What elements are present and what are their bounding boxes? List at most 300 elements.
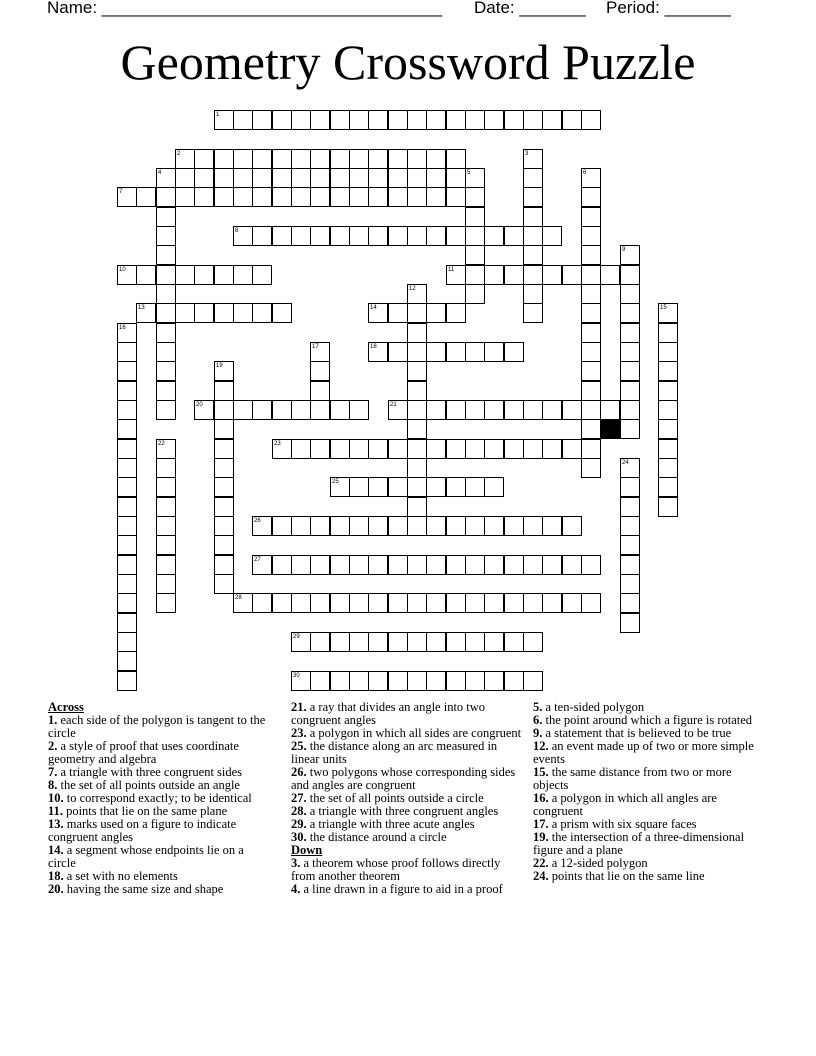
crossword-cell[interactable] <box>252 226 272 246</box>
crossword-cell[interactable] <box>156 265 176 285</box>
crossword-cell[interactable] <box>407 400 427 420</box>
crossword-cell[interactable] <box>388 516 408 536</box>
crossword-cell[interactable] <box>407 593 427 613</box>
crossword-cell[interactable] <box>407 149 427 169</box>
crossword-cell[interactable] <box>504 516 524 536</box>
crossword-cell[interactable] <box>291 632 311 652</box>
crossword-cell[interactable] <box>214 458 234 478</box>
crossword-cell[interactable] <box>581 245 601 265</box>
crossword-cell[interactable] <box>465 187 485 207</box>
crossword-cell[interactable] <box>523 110 543 130</box>
crossword-cell[interactable] <box>465 555 485 575</box>
crossword-cell[interactable] <box>581 265 601 285</box>
crossword-cell[interactable] <box>620 342 640 362</box>
crossword-cell[interactable] <box>446 226 466 246</box>
crossword-cell[interactable] <box>407 187 427 207</box>
crossword-cell[interactable] <box>117 400 137 420</box>
crossword-cell[interactable] <box>658 323 678 343</box>
crossword-cell[interactable] <box>156 439 176 459</box>
crossword-cell[interactable] <box>272 168 292 188</box>
crossword-cell[interactable] <box>310 149 330 169</box>
crossword-cell[interactable] <box>156 168 176 188</box>
crossword-cell[interactable] <box>214 400 234 420</box>
crossword-cell[interactable] <box>156 381 176 401</box>
crossword-cell[interactable] <box>542 439 562 459</box>
crossword-cell[interactable] <box>291 516 311 536</box>
crossword-cell[interactable] <box>426 593 446 613</box>
crossword-cell[interactable] <box>214 419 234 439</box>
crossword-cell[interactable] <box>407 323 427 343</box>
crossword-cell[interactable] <box>562 555 582 575</box>
crossword-cell[interactable] <box>446 168 466 188</box>
crossword-cell[interactable] <box>562 593 582 613</box>
crossword-cell[interactable] <box>426 342 446 362</box>
crossword-cell[interactable] <box>523 303 543 323</box>
crossword-cell[interactable] <box>117 632 137 652</box>
crossword-cell[interactable] <box>233 110 253 130</box>
crossword-cell[interactable] <box>523 168 543 188</box>
crossword-cell[interactable] <box>407 342 427 362</box>
crossword-cell[interactable] <box>310 593 330 613</box>
crossword-cell[interactable] <box>542 555 562 575</box>
crossword-cell[interactable] <box>310 516 330 536</box>
crossword-cell[interactable] <box>388 477 408 497</box>
crossword-cell[interactable] <box>388 110 408 130</box>
crossword-cell[interactable] <box>368 439 388 459</box>
crossword-cell[interactable] <box>620 381 640 401</box>
crossword-cell[interactable] <box>310 671 330 691</box>
crossword-cell[interactable] <box>426 555 446 575</box>
crossword-cell[interactable] <box>272 226 292 246</box>
crossword-cell[interactable] <box>562 400 582 420</box>
crossword-cell[interactable] <box>310 381 330 401</box>
crossword-cell[interactable] <box>368 303 388 323</box>
crossword-cell[interactable] <box>620 361 640 381</box>
crossword-cell[interactable] <box>214 477 234 497</box>
crossword-cell[interactable] <box>407 671 427 691</box>
crossword-cell[interactable] <box>117 574 137 594</box>
crossword-cell[interactable] <box>291 671 311 691</box>
crossword-cell[interactable] <box>117 458 137 478</box>
crossword-cell[interactable] <box>117 497 137 517</box>
crossword-cell[interactable] <box>349 149 369 169</box>
crossword-cell[interactable] <box>446 342 466 362</box>
crossword-cell[interactable] <box>465 265 485 285</box>
crossword-cell[interactable] <box>291 110 311 130</box>
crossword-cell[interactable] <box>620 613 640 633</box>
crossword-cell[interactable] <box>658 381 678 401</box>
crossword-cell[interactable] <box>658 342 678 362</box>
crossword-cell[interactable] <box>156 516 176 536</box>
crossword-cell[interactable] <box>252 110 272 130</box>
crossword-cell[interactable] <box>117 555 137 575</box>
crossword-cell[interactable] <box>465 284 485 304</box>
crossword-cell[interactable] <box>581 381 601 401</box>
crossword-cell[interactable] <box>484 593 504 613</box>
crossword-cell[interactable] <box>523 632 543 652</box>
crossword-cell[interactable] <box>465 439 485 459</box>
crossword-cell[interactable] <box>156 361 176 381</box>
crossword-cell[interactable] <box>542 400 562 420</box>
crossword-cell[interactable] <box>581 419 601 439</box>
crossword-cell[interactable] <box>504 632 524 652</box>
crossword-cell[interactable] <box>388 226 408 246</box>
crossword-cell[interactable] <box>658 497 678 517</box>
crossword-cell[interactable] <box>272 593 292 613</box>
crossword-cell[interactable] <box>388 303 408 323</box>
crossword-cell[interactable] <box>214 497 234 517</box>
crossword-cell[interactable] <box>349 110 369 130</box>
crossword-cell[interactable] <box>504 226 524 246</box>
crossword-cell[interactable] <box>581 342 601 362</box>
crossword-cell[interactable] <box>156 535 176 555</box>
crossword-cell[interactable] <box>484 477 504 497</box>
crossword-cell[interactable] <box>581 207 601 227</box>
crossword-cell[interactable] <box>658 458 678 478</box>
crossword-cell[interactable] <box>272 439 292 459</box>
crossword-cell[interactable] <box>291 555 311 575</box>
crossword-cell[interactable] <box>523 439 543 459</box>
crossword-cell[interactable] <box>330 400 350 420</box>
crossword-cell[interactable] <box>620 477 640 497</box>
crossword-cell[interactable] <box>620 555 640 575</box>
crossword-cell[interactable] <box>484 400 504 420</box>
crossword-cell[interactable] <box>233 168 253 188</box>
crossword-cell[interactable] <box>214 535 234 555</box>
crossword-cell[interactable] <box>581 593 601 613</box>
crossword-cell[interactable] <box>252 187 272 207</box>
crossword-cell[interactable] <box>214 381 234 401</box>
crossword-cell[interactable] <box>388 555 408 575</box>
crossword-cell[interactable] <box>214 168 234 188</box>
crossword-cell[interactable] <box>117 342 137 362</box>
crossword-cell[interactable] <box>272 303 292 323</box>
crossword-cell[interactable] <box>272 400 292 420</box>
crossword-cell[interactable] <box>156 303 176 323</box>
crossword-cell[interactable] <box>620 284 640 304</box>
crossword-cell[interactable] <box>310 555 330 575</box>
crossword-cell[interactable] <box>252 265 272 285</box>
crossword-cell[interactable] <box>407 110 427 130</box>
crossword-cell[interactable] <box>368 671 388 691</box>
crossword-cell[interactable] <box>291 168 311 188</box>
crossword-cell[interactable] <box>562 439 582 459</box>
crossword-cell[interactable] <box>233 303 253 323</box>
crossword-cell[interactable] <box>504 342 524 362</box>
crossword-cell[interactable] <box>581 284 601 304</box>
crossword-cell[interactable] <box>175 265 195 285</box>
crossword-cell[interactable] <box>156 458 176 478</box>
crossword-cell[interactable] <box>156 400 176 420</box>
crossword-cell[interactable] <box>600 265 620 285</box>
crossword-cell[interactable] <box>156 342 176 362</box>
crossword-cell[interactable] <box>504 593 524 613</box>
crossword-cell[interactable] <box>523 226 543 246</box>
crossword-cell[interactable] <box>349 187 369 207</box>
crossword-cell[interactable] <box>156 574 176 594</box>
crossword-cell[interactable] <box>523 516 543 536</box>
crossword-cell[interactable] <box>330 168 350 188</box>
crossword-cell[interactable] <box>368 555 388 575</box>
crossword-cell[interactable] <box>542 593 562 613</box>
crossword-cell[interactable] <box>484 516 504 536</box>
crossword-cell[interactable] <box>233 400 253 420</box>
crossword-cell[interactable] <box>581 361 601 381</box>
crossword-cell[interactable] <box>349 168 369 188</box>
crossword-cell[interactable] <box>175 168 195 188</box>
crossword-cell[interactable] <box>368 516 388 536</box>
crossword-cell[interactable] <box>465 342 485 362</box>
crossword-cell[interactable] <box>252 149 272 169</box>
crossword-cell[interactable] <box>349 439 369 459</box>
crossword-cell[interactable] <box>407 284 427 304</box>
crossword-cell[interactable] <box>407 381 427 401</box>
crossword-cell[interactable] <box>523 149 543 169</box>
crossword-cell[interactable] <box>446 149 466 169</box>
crossword-cell[interactable] <box>310 342 330 362</box>
crossword-cell[interactable] <box>407 168 427 188</box>
crossword-cell[interactable] <box>252 516 272 536</box>
crossword-cell[interactable] <box>465 671 485 691</box>
crossword-cell[interactable] <box>117 535 137 555</box>
crossword-cell[interactable] <box>504 555 524 575</box>
crossword-cell[interactable] <box>484 555 504 575</box>
crossword-cell[interactable] <box>214 361 234 381</box>
crossword-cell[interactable] <box>194 400 214 420</box>
crossword-cell[interactable] <box>233 265 253 285</box>
crossword-cell[interactable] <box>407 516 427 536</box>
crossword-cell[interactable] <box>310 110 330 130</box>
crossword-cell[interactable] <box>407 361 427 381</box>
crossword-cell[interactable] <box>465 207 485 227</box>
crossword-cell[interactable] <box>581 458 601 478</box>
crossword-cell[interactable] <box>156 284 176 304</box>
crossword-cell[interactable] <box>349 226 369 246</box>
crossword-cell[interactable] <box>368 226 388 246</box>
crossword-cell[interactable] <box>407 555 427 575</box>
crossword-cell[interactable] <box>620 323 640 343</box>
crossword-cell[interactable] <box>117 651 137 671</box>
crossword-cell[interactable] <box>658 477 678 497</box>
crossword-cell[interactable] <box>117 671 137 691</box>
crossword-cell[interactable] <box>523 400 543 420</box>
crossword-cell[interactable] <box>542 110 562 130</box>
crossword-cell[interactable] <box>504 400 524 420</box>
crossword-cell[interactable] <box>465 110 485 130</box>
crossword-cell[interactable] <box>136 303 156 323</box>
crossword-cell[interactable] <box>291 226 311 246</box>
crossword-cell[interactable] <box>214 574 234 594</box>
crossword-cell[interactable] <box>407 632 427 652</box>
crossword-cell[interactable] <box>214 439 234 459</box>
crossword-cell[interactable] <box>349 593 369 613</box>
crossword-cell[interactable] <box>388 187 408 207</box>
crossword-cell[interactable] <box>446 477 466 497</box>
crossword-cell[interactable] <box>484 632 504 652</box>
crossword-cell[interactable] <box>581 400 601 420</box>
crossword-cell[interactable] <box>349 400 369 420</box>
crossword-cell[interactable] <box>446 303 466 323</box>
crossword-cell[interactable] <box>349 632 369 652</box>
crossword-cell[interactable] <box>620 303 640 323</box>
crossword-cell[interactable] <box>233 187 253 207</box>
crossword-cell[interactable] <box>117 439 137 459</box>
crossword-cell[interactable] <box>156 497 176 517</box>
crossword-cell[interactable] <box>156 245 176 265</box>
crossword-cell[interactable] <box>330 516 350 536</box>
crossword-cell[interactable] <box>310 187 330 207</box>
crossword-cell[interactable] <box>156 593 176 613</box>
crossword-cell[interactable] <box>214 516 234 536</box>
crossword-cell[interactable] <box>446 632 466 652</box>
crossword-cell[interactable] <box>523 207 543 227</box>
crossword-cell[interactable] <box>330 671 350 691</box>
crossword-cell[interactable] <box>252 593 272 613</box>
crossword-cell[interactable] <box>658 303 678 323</box>
crossword-cell[interactable] <box>426 187 446 207</box>
crossword-cell[interactable] <box>620 497 640 517</box>
crossword-cell[interactable] <box>272 516 292 536</box>
crossword-cell[interactable] <box>484 342 504 362</box>
crossword-cell[interactable] <box>136 187 156 207</box>
crossword-cell[interactable] <box>368 110 388 130</box>
crossword-cell[interactable] <box>252 303 272 323</box>
crossword-cell[interactable] <box>272 555 292 575</box>
crossword-cell[interactable] <box>330 632 350 652</box>
crossword-cell[interactable] <box>523 593 543 613</box>
crossword-cell[interactable] <box>581 323 601 343</box>
crossword-cell[interactable] <box>542 265 562 285</box>
crossword-cell[interactable] <box>252 555 272 575</box>
crossword-cell[interactable] <box>465 226 485 246</box>
crossword-cell[interactable] <box>484 110 504 130</box>
crossword-cell[interactable] <box>658 361 678 381</box>
crossword-cell[interactable] <box>117 516 137 536</box>
crossword-cell[interactable] <box>194 168 214 188</box>
crossword-cell[interactable] <box>446 593 466 613</box>
crossword-cell[interactable] <box>330 187 350 207</box>
crossword-cell[interactable] <box>117 361 137 381</box>
crossword-cell[interactable] <box>233 226 253 246</box>
crossword-cell[interactable] <box>291 593 311 613</box>
crossword-cell[interactable] <box>484 226 504 246</box>
crossword-cell[interactable] <box>465 477 485 497</box>
crossword-cell[interactable] <box>330 477 350 497</box>
crossword-cell[interactable] <box>562 516 582 536</box>
crossword-cell[interactable] <box>310 361 330 381</box>
crossword-cell[interactable] <box>407 226 427 246</box>
crossword-cell[interactable] <box>581 187 601 207</box>
crossword-cell[interactable] <box>484 439 504 459</box>
crossword-cell[interactable] <box>465 168 485 188</box>
crossword-cell[interactable] <box>214 187 234 207</box>
date-field[interactable]: Date: _______ <box>474 0 586 17</box>
crossword-cell[interactable] <box>504 671 524 691</box>
crossword-cell[interactable] <box>407 458 427 478</box>
crossword-cell[interactable] <box>446 187 466 207</box>
crossword-cell[interactable] <box>136 265 156 285</box>
crossword-cell[interactable] <box>542 226 562 246</box>
crossword-cell[interactable] <box>194 149 214 169</box>
crossword-cell[interactable] <box>388 671 408 691</box>
crossword-cell[interactable] <box>349 555 369 575</box>
crossword-cell[interactable] <box>426 110 446 130</box>
crossword-cell[interactable] <box>446 110 466 130</box>
crossword-cell[interactable] <box>156 477 176 497</box>
crossword-cell[interactable] <box>310 226 330 246</box>
crossword-cell[interactable] <box>368 632 388 652</box>
crossword-cell[interactable] <box>620 593 640 613</box>
crossword-cell[interactable] <box>388 439 408 459</box>
crossword-cell[interactable] <box>484 265 504 285</box>
crossword-cell[interactable] <box>426 226 446 246</box>
crossword-cell[interactable] <box>658 439 678 459</box>
crossword-cell[interactable] <box>620 516 640 536</box>
crossword-cell[interactable] <box>272 149 292 169</box>
crossword-cell[interactable] <box>117 419 137 439</box>
crossword-cell[interactable] <box>368 168 388 188</box>
crossword-cell[interactable] <box>426 439 446 459</box>
crossword-cell[interactable] <box>310 439 330 459</box>
crossword-cell[interactable] <box>117 323 137 343</box>
crossword-cell[interactable] <box>156 187 176 207</box>
crossword-cell[interactable] <box>117 187 137 207</box>
crossword-cell[interactable] <box>465 593 485 613</box>
crossword-cell[interactable] <box>407 497 427 517</box>
crossword-cell[interactable] <box>581 555 601 575</box>
crossword-cell[interactable] <box>581 303 601 323</box>
crossword-cell[interactable] <box>523 187 543 207</box>
crossword-cell[interactable] <box>426 149 446 169</box>
crossword-cell[interactable] <box>291 400 311 420</box>
crossword-cell[interactable] <box>117 613 137 633</box>
crossword-cell[interactable] <box>620 574 640 594</box>
crossword-cell[interactable] <box>388 342 408 362</box>
crossword-cell[interactable] <box>310 168 330 188</box>
crossword-cell[interactable] <box>194 187 214 207</box>
crossword-cell[interactable] <box>310 632 330 652</box>
crossword-cell[interactable] <box>349 516 369 536</box>
crossword-cell[interactable] <box>330 439 350 459</box>
crossword-cell[interactable] <box>156 207 176 227</box>
crossword-cell[interactable] <box>426 671 446 691</box>
crossword-cell[interactable] <box>658 419 678 439</box>
crossword-cell[interactable] <box>581 439 601 459</box>
crossword-cell[interactable] <box>310 400 330 420</box>
crossword-cell[interactable] <box>620 458 640 478</box>
crossword-cell[interactable] <box>658 400 678 420</box>
crossword-cell[interactable] <box>388 168 408 188</box>
crossword-cell[interactable] <box>233 593 253 613</box>
crossword-cell[interactable] <box>252 168 272 188</box>
crossword-cell[interactable] <box>426 477 446 497</box>
crossword-cell[interactable] <box>368 593 388 613</box>
crossword-cell[interactable] <box>484 671 504 691</box>
crossword-cell[interactable] <box>465 632 485 652</box>
crossword-cell[interactable] <box>620 400 640 420</box>
crossword-cell[interactable] <box>407 419 427 439</box>
crossword-cell[interactable] <box>407 439 427 459</box>
crossword-cell[interactable] <box>426 632 446 652</box>
crossword-cell[interactable] <box>426 516 446 536</box>
crossword-cell[interactable] <box>214 303 234 323</box>
crossword-cell[interactable] <box>156 323 176 343</box>
crossword-cell[interactable] <box>117 593 137 613</box>
crossword-cell[interactable] <box>388 593 408 613</box>
crossword-cell[interactable] <box>523 265 543 285</box>
crossword-cell[interactable] <box>446 439 466 459</box>
crossword-cell[interactable] <box>388 632 408 652</box>
